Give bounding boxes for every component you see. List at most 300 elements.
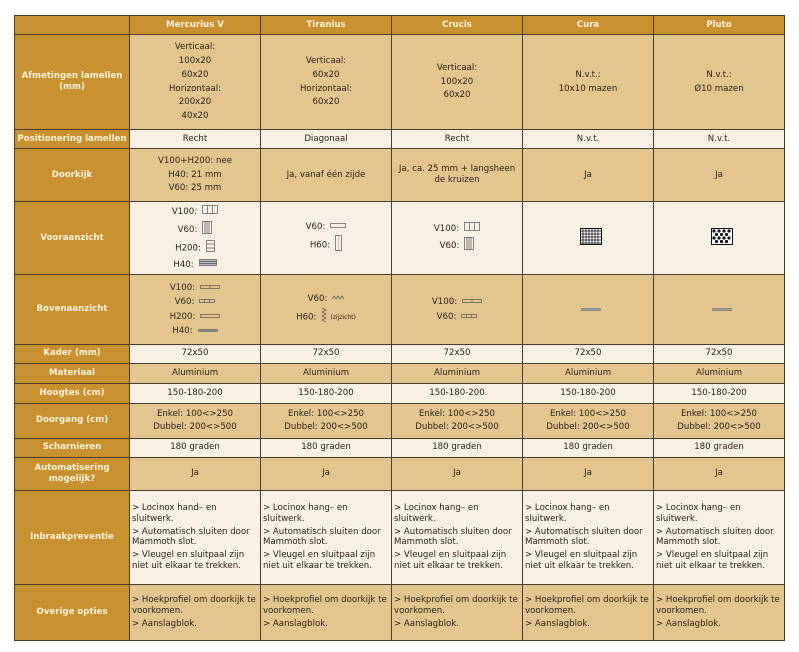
table-cell — [654, 35, 785, 130]
column-header: Crucis — [392, 16, 523, 35]
cell-line — [132, 468, 258, 479]
column-header: Pluto — [654, 16, 785, 35]
cell-text: Verticaal: — [305, 56, 347, 67]
top-line-icon — [581, 304, 601, 315]
cell-line — [394, 222, 520, 235]
table-cell — [523, 130, 654, 149]
cell-line — [394, 409, 520, 420]
cell-text: 60x20 — [443, 90, 471, 101]
cell-text: Ja — [191, 468, 199, 479]
cell-line — [132, 348, 258, 359]
cell-line — [656, 422, 782, 433]
table-cell — [261, 490, 392, 584]
table-cell — [130, 274, 261, 344]
table-cell — [654, 438, 785, 457]
cell-line — [394, 237, 520, 254]
table-cell — [261, 202, 392, 275]
cell-line — [263, 503, 389, 524]
cell-text: Aluminium — [695, 367, 743, 378]
cell-line — [525, 368, 651, 379]
table-cell — [392, 584, 523, 640]
cell-line — [394, 388, 520, 399]
row-label: Hoogtes (cm) — [15, 383, 130, 403]
table-cell — [654, 274, 785, 344]
cell-line — [263, 619, 389, 630]
table-cell — [654, 363, 785, 383]
table-cell — [130, 363, 261, 383]
cell-text: V100: — [169, 282, 196, 293]
cell-line — [394, 296, 520, 308]
cell-line — [656, 595, 782, 616]
cell-line — [394, 503, 520, 524]
front-v60-icon — [464, 237, 474, 254]
cell-text: H40: — [173, 260, 194, 271]
top-v60-icon — [461, 311, 477, 322]
table-cell — [392, 202, 523, 275]
cell-line — [656, 84, 782, 95]
cell-line — [132, 221, 258, 238]
cell-text: V60: — [305, 221, 326, 232]
table-cell — [392, 383, 523, 403]
cell-line — [525, 595, 651, 616]
cell-text: 60x20 — [312, 69, 340, 80]
cell-line — [656, 170, 782, 181]
cell-text: H40: 21 mm — [168, 169, 222, 180]
cell-line — [263, 595, 389, 616]
cell-text: 180 graden — [694, 442, 744, 453]
cell-text: H60: — [309, 240, 331, 251]
column-header: Tiranius — [261, 16, 392, 35]
cell-line — [263, 235, 389, 255]
cell-line — [394, 311, 520, 323]
cell-line — [263, 468, 389, 479]
cell-line — [263, 388, 389, 399]
cell-line — [525, 70, 651, 81]
cell-text: Ja — [453, 468, 461, 479]
cell-text: > Aanslagblok. — [525, 618, 590, 629]
cell-line — [656, 409, 782, 420]
column-header: Cura — [523, 16, 654, 35]
table-row — [15, 363, 785, 383]
table-cell — [130, 344, 261, 363]
cell-line — [394, 134, 520, 145]
cell-text: V60: — [307, 294, 328, 305]
cell-text: > Hoekprofiel om doorkijk te voorkomen. — [656, 595, 780, 616]
cell-text: Enkel: 100<>250 — [156, 408, 234, 419]
table-cell — [130, 202, 261, 275]
cell-text: Dubbel: 200<>500 — [546, 422, 630, 433]
cell-line — [132, 134, 258, 145]
column-header: Mercurius V — [130, 16, 261, 35]
cell-text: V100: — [171, 206, 198, 217]
cell-text: > Vleugel en sluitpaal zijn niet uit elkaar te trekken. — [525, 550, 638, 571]
cell-line — [263, 221, 389, 233]
table-row — [15, 403, 785, 438]
cell-line — [394, 422, 520, 433]
cell-text: > Locinox hang– en sluitwerk. — [394, 503, 479, 524]
cell-text: Dubbel: 200<>500 — [284, 422, 368, 433]
table-cell — [523, 202, 654, 275]
cell-line — [263, 550, 389, 571]
table-cell — [130, 383, 261, 403]
cell-text: > Locinox hang– en sluitwerk. — [263, 503, 348, 524]
cell-line — [263, 308, 389, 326]
front-v100-icon — [202, 205, 218, 218]
cell-text: V60: — [439, 241, 460, 252]
table-cell — [654, 149, 785, 202]
table-cell — [261, 584, 392, 640]
cell-line — [656, 304, 782, 316]
cell-text: V100: — [431, 297, 458, 308]
cell-text: 60x20 — [312, 97, 340, 108]
table-cell — [392, 490, 523, 584]
cell-text: > Aanslagblok. — [132, 618, 197, 629]
table-cell — [130, 130, 261, 149]
cell-line — [132, 84, 258, 95]
row-label: Bovenaanzicht — [15, 274, 130, 344]
cell-text: Ja — [322, 468, 330, 479]
cell-text: Aluminium — [564, 367, 612, 378]
cell-text: 180 graden — [432, 442, 482, 453]
cell-line — [132, 619, 258, 630]
cell-line — [263, 422, 389, 433]
cell-text: > Hoekprofiel om doorkijk te voorkomen. — [394, 595, 518, 616]
cell-text: 72x50 — [574, 348, 602, 359]
cell-text: > Automatisch sluiten door Mammoth slot. — [132, 526, 250, 548]
cell-text: Ø10 mazen — [694, 83, 744, 94]
cell-text: V60: — [177, 224, 198, 235]
cell-line — [656, 228, 782, 249]
table-cell — [523, 403, 654, 438]
table-cell — [392, 403, 523, 438]
table-cell — [130, 584, 261, 640]
table-cell — [261, 438, 392, 457]
table-cell — [261, 130, 392, 149]
cell-text: 100x20 — [440, 76, 474, 87]
top-line-icon — [712, 304, 732, 315]
cell-text: 60x20 — [181, 69, 209, 80]
cell-text: Horizontaal: — [299, 83, 353, 94]
cell-text: Ja, ca. 25 mm + langsheen de kruizen — [398, 164, 516, 185]
top-h200-icon — [200, 311, 220, 322]
cell-text: Horizontaal: — [168, 83, 222, 94]
cell-line — [525, 84, 651, 95]
cell-text: 72x50 — [312, 348, 340, 359]
front-h40-icon — [199, 259, 217, 270]
table-row — [15, 490, 785, 584]
table-cell — [261, 383, 392, 403]
table-cell — [523, 363, 654, 383]
cell-text: 150-180-200 — [560, 387, 616, 398]
cell-text: Aluminium — [433, 367, 481, 378]
cell-line — [132, 409, 258, 420]
cell-text: 180 graden — [301, 442, 351, 453]
cell-line — [656, 619, 782, 630]
cell-text: Dubbel: 200<>500 — [153, 422, 237, 433]
cell-line — [394, 348, 520, 359]
cell-text: 72x50 — [181, 348, 209, 359]
table-cell — [261, 403, 392, 438]
cell-text: Recht — [444, 133, 470, 144]
cell-text: 10x10 mazen — [558, 83, 618, 94]
cell-line — [132, 442, 258, 453]
cell-line — [394, 550, 520, 571]
cell-text: > Hoekprofiel om doorkijk te voorkomen. — [132, 595, 256, 616]
cell-text: N.v.t. — [576, 133, 600, 144]
cell-text: > Locinox hang– en sluitwerk. — [525, 503, 610, 524]
front-diag-h60-icon — [335, 235, 342, 255]
table-cell — [654, 344, 785, 363]
cell-text: H200: — [175, 243, 201, 254]
front-diag-v60-icon — [330, 221, 346, 232]
cell-text: 180 graden — [170, 442, 220, 453]
cell-text: Enkel: 100<>250 — [287, 408, 365, 419]
cell-text: > Hoekprofiel om doorkijk te voorkomen. — [525, 595, 649, 616]
cell-line — [394, 442, 520, 453]
cell-line — [394, 368, 520, 379]
cell-line — [263, 134, 389, 145]
cell-line — [132, 111, 258, 122]
table-cell — [654, 584, 785, 640]
table-cell — [523, 344, 654, 363]
table-row — [15, 344, 785, 363]
cell-line — [263, 70, 389, 81]
table-cell — [523, 438, 654, 457]
header-row — [15, 16, 785, 35]
cell-line — [263, 84, 389, 95]
table-cell — [654, 130, 785, 149]
cell-text: Ja — [715, 169, 723, 180]
cell-line — [525, 527, 651, 548]
cell-line — [525, 228, 651, 249]
table-cell — [261, 274, 392, 344]
cell-text: 40x20 — [181, 110, 209, 121]
table-cell — [261, 363, 392, 383]
table-cell — [523, 490, 654, 584]
cell-text: > Aanslagblok. — [263, 618, 328, 629]
row-label: Materiaal — [15, 363, 130, 383]
cell-line — [525, 468, 651, 479]
cell-line — [132, 240, 258, 256]
cell-line — [394, 77, 520, 88]
table-cell — [654, 490, 785, 584]
cell-text: N.v.t.: — [706, 69, 732, 80]
cell-text: Enkel: 100<>250 — [418, 408, 496, 419]
cell-line — [132, 205, 258, 218]
cell-line — [656, 70, 782, 81]
front-v100-icon — [464, 222, 480, 235]
cell-line — [525, 550, 651, 571]
table-cell — [130, 149, 261, 202]
cell-line — [525, 348, 651, 359]
cell-text: > Hoekprofiel om doorkijk te voorkomen. — [263, 595, 387, 616]
table-cell — [130, 490, 261, 584]
table-cell — [130, 35, 261, 130]
table-row — [15, 383, 785, 403]
cell-text: > Vleugel en sluitpaal zijn niet uit elkaar te trekken. — [132, 550, 245, 571]
cell-line — [656, 388, 782, 399]
table-cell — [392, 274, 523, 344]
cell-text: N.v.t.: — [575, 69, 601, 80]
cell-text: H60: — [296, 312, 317, 323]
cell-text: Ja — [584, 468, 592, 479]
mesh-square-icon — [580, 228, 602, 249]
table-row — [15, 130, 785, 149]
side-zigzag-icon — [321, 308, 327, 326]
table-cell — [261, 149, 392, 202]
table-row — [15, 35, 785, 130]
cell-text: Verticaal: — [174, 42, 216, 53]
cell-line — [656, 550, 782, 571]
cell-text: > Automatisch sluiten door Mammoth slot. — [525, 526, 643, 548]
table-cell — [523, 584, 654, 640]
cell-line — [263, 56, 389, 67]
cell-line — [394, 595, 520, 616]
cell-text: > Aanslagblok. — [394, 618, 459, 629]
cell-line — [656, 503, 782, 524]
cell-text: 100x20 — [178, 56, 212, 67]
cell-line — [656, 442, 782, 453]
table-row — [15, 274, 785, 344]
cell-line — [656, 527, 782, 548]
cell-line — [132, 422, 258, 433]
cell-text: 150-180-200 — [691, 387, 747, 398]
table-cell — [130, 403, 261, 438]
table-cell — [654, 202, 785, 275]
cell-text: V60: — [174, 297, 195, 308]
cell-text: H200: — [169, 311, 196, 322]
cell-line — [656, 134, 782, 145]
cell-line — [525, 170, 651, 181]
table-cell — [654, 403, 785, 438]
cell-line — [132, 296, 258, 308]
cell-text: 150-180-200 — [429, 387, 485, 398]
cell-line — [394, 468, 520, 479]
table-cell — [261, 35, 392, 130]
cell-text: Verticaal: — [436, 62, 478, 73]
top-v60-icon — [199, 296, 215, 307]
cell-text: Dubbel: 200<>500 — [677, 422, 761, 433]
cell-line — [394, 619, 520, 630]
table-cell — [392, 344, 523, 363]
table-row — [15, 457, 785, 490]
cell-line — [132, 259, 258, 271]
row-label: Vooraanzicht — [15, 202, 130, 275]
comparison-table — [14, 15, 785, 641]
table-row — [15, 438, 785, 457]
row-label: Afmetingen lamellen (mm) — [15, 35, 130, 130]
cell-text: V100+H200: nee — [158, 155, 232, 166]
table-row — [15, 149, 785, 202]
cell-line — [263, 409, 389, 420]
cell-line — [132, 550, 258, 571]
cell-text: > Vleugel en sluitpaal zijn niet uit elkaar te trekken. — [394, 550, 507, 571]
table-cell — [392, 438, 523, 457]
cell-text: V100: — [433, 223, 460, 234]
cell-line — [525, 134, 651, 145]
mesh-round-icon — [711, 228, 733, 249]
cell-text: Aluminium — [171, 367, 219, 378]
cell-line — [263, 293, 389, 305]
top-h40-icon — [198, 325, 218, 336]
cell-text: > Automatisch sluiten door Mammoth slot. — [656, 526, 774, 548]
table-cell — [392, 35, 523, 130]
cell-text: Ja — [715, 468, 723, 479]
cell-text: > Automatisch sluiten door Mammoth slot. — [394, 526, 512, 548]
cell-line — [525, 422, 651, 433]
cell-text: V60: — [436, 311, 457, 322]
cell-line — [132, 503, 258, 524]
cell-text: > Vleugel en sluitpaal zijn niet uit elkaar te trekken. — [656, 550, 769, 571]
table-cell — [130, 438, 261, 457]
cell-line — [263, 368, 389, 379]
cell-text: 200x20 — [178, 97, 212, 108]
row-label: Doorgang (cm) — [15, 403, 130, 438]
cell-line — [394, 90, 520, 101]
cell-line — [525, 442, 651, 453]
cell-text: > Locinox hand– en sluitwerk. — [132, 503, 217, 524]
cell-text: 72x50 — [705, 348, 733, 359]
table-cell — [261, 344, 392, 363]
cell-line — [394, 527, 520, 548]
cell-text: V60: 25 mm — [168, 183, 222, 194]
cell-line — [525, 619, 651, 630]
cell-text: Diagonaal — [304, 133, 348, 144]
header-corner — [15, 16, 130, 35]
cell-text: > Automatisch sluiten door Mammoth slot. — [263, 526, 381, 548]
cell-line — [132, 595, 258, 616]
cell-line — [525, 388, 651, 399]
table-cell — [261, 457, 392, 490]
table-cell — [523, 383, 654, 403]
cell-line — [132, 368, 258, 379]
cell-text: Enkel: 100<>250 — [680, 408, 758, 419]
row-label: Scharnieren — [15, 438, 130, 457]
cell-line — [263, 527, 389, 548]
cell-line — [132, 325, 258, 337]
top-v100-icon — [462, 296, 482, 307]
cell-line — [132, 527, 258, 548]
cell-line — [132, 311, 258, 323]
table-cell — [523, 274, 654, 344]
table-cell — [654, 383, 785, 403]
cell-line — [132, 156, 258, 167]
row-label: Kader (mm) — [15, 344, 130, 363]
cell-text: Dubbel: 200<>500 — [415, 422, 499, 433]
cell-line — [132, 70, 258, 81]
cell-text: Ja, vanaf één zijde — [286, 169, 366, 180]
cell-text: Aluminium — [302, 367, 350, 378]
cell-text: 150-180-200 — [167, 387, 223, 398]
cell-line — [263, 170, 389, 181]
cell-text: Recht — [182, 133, 208, 144]
table-cell — [523, 35, 654, 130]
table-cell — [392, 149, 523, 202]
front-h200-icon — [206, 240, 215, 256]
top-v100-icon — [200, 282, 220, 293]
cell-line — [656, 468, 782, 479]
row-label: Automatisering mogelijk? — [15, 457, 130, 490]
cell-line — [656, 348, 782, 359]
cell-note: (zijzicht) — [330, 314, 356, 322]
cell-text: > Vleugel en sluitpaal zijn niet uit elkaar te trekken. — [263, 550, 376, 571]
cell-line — [263, 97, 389, 108]
cell-text: > Aanslagblok. — [656, 618, 721, 629]
cell-line — [263, 442, 389, 453]
row-label: Doorkijk — [15, 149, 130, 202]
cell-line — [132, 42, 258, 53]
cell-text: > Locinox hang– en sluitwerk. — [656, 503, 741, 524]
